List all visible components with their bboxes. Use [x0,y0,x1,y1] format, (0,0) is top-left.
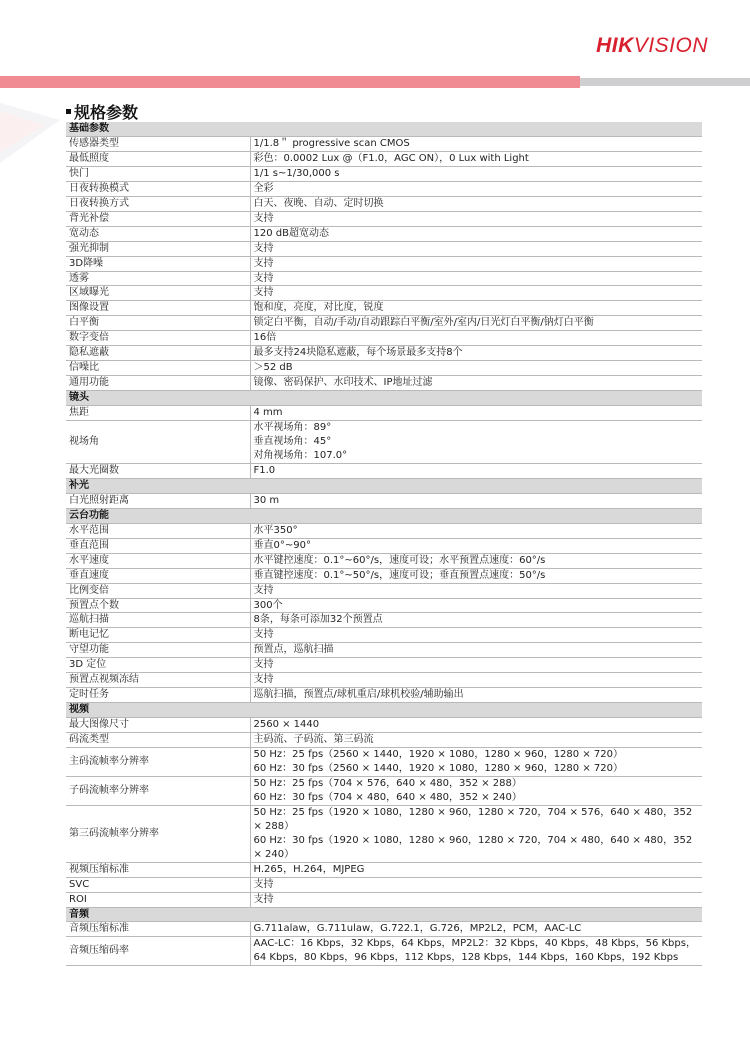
spec-key: 白光照射距离 [66,493,250,508]
spec-value-line: 垂直键控速度：0.1°~50°/s，速度可设；垂直预置点速度：50°/s [253,569,546,581]
spec-key: 比例变倍 [66,583,250,598]
table-row [66,658,702,673]
spec-value-line: 水平350° [253,524,298,536]
spec-value [250,151,702,166]
section-header [66,391,702,406]
table-row [66,523,702,538]
spec-key: 通用功能 [66,376,250,391]
section-header-label: 基础参数 [66,122,702,136]
spec-key: 白平衡 [66,316,250,331]
section-header [66,508,702,523]
spec-key: 日夜转换方式 [66,196,250,211]
spec-key: 信噪比 [66,361,250,376]
spec-key: 视频压缩标准 [66,862,250,877]
section-header [66,703,702,718]
spec-value [250,922,702,937]
spec-key: 垂直范围 [66,538,250,553]
section-header-label: 音频 [66,907,702,922]
spec-key: 背光补偿 [66,211,250,226]
table-row [66,166,702,181]
table-row [66,361,702,376]
spec-value [250,271,702,286]
spec-key: 数字变倍 [66,331,250,346]
spec-value [250,718,702,733]
spec-value-line: 支持 [253,659,274,671]
table-row [66,628,702,643]
spec-value [250,463,702,478]
spec-key: 强光抑制 [66,241,250,256]
table-row [66,568,702,583]
spec-value-line: 支持 [253,584,274,596]
spec-key: 区域曝光 [66,286,250,301]
spec-value [250,226,702,241]
spec-value-line: 对角视场角：107.0° [253,449,348,461]
spec-value [250,598,702,613]
spec-value [250,136,702,151]
spec-value [250,643,702,658]
spec-value [250,286,702,301]
spec-key: ROI [66,892,250,907]
spec-value [250,211,702,226]
section-header-label: 补光 [66,478,702,493]
table-row [66,151,702,166]
table-row [66,316,702,331]
spec-value [250,583,702,598]
table-row [66,598,702,613]
spec-value [250,166,702,181]
spec-value-line: H.265，H.264，MJPEG [253,863,365,875]
table-row [66,226,702,241]
spec-value [250,361,702,376]
table-row [66,493,702,508]
spec-key: 视场角 [66,421,250,464]
table-row [66,376,702,391]
section-header-label: 镜头 [66,391,702,406]
spec-value [250,406,702,421]
spec-key: 水平范围 [66,523,250,538]
spec-key: 最低照度 [66,151,250,166]
spec-value-line: 支持 [253,893,274,905]
spec-value [250,688,702,703]
table-row [66,733,702,748]
logo-vision: VISION [633,34,708,57]
spec-value [250,493,702,508]
spec-value-line: 主码流、子码流、第三码流 [253,734,374,746]
spec-table [66,122,702,966]
spec-value [250,776,702,805]
table-row [66,776,702,805]
table-row [66,538,702,553]
spec-value [250,937,702,966]
title-bullet-icon [66,109,71,114]
spec-value [250,613,702,628]
spec-value [250,568,702,583]
spec-key: 最大图像尺寸 [66,718,250,733]
spec-key: 垂直速度 [66,568,250,583]
table-row [66,463,702,478]
spec-key: 音频压缩标准 [66,922,250,937]
section-header-label: 云台功能 [66,508,702,523]
spec-key: 巡航扫描 [66,613,250,628]
table-row [66,406,702,421]
table-row [66,553,702,568]
spec-value-line: 支持 [253,257,274,269]
table-row [66,643,702,658]
spec-value [250,346,702,361]
table-row [66,256,702,271]
spec-value-line: 水平视场角：89° [253,422,332,434]
table-row [66,346,702,361]
spec-value-line: 锁定白平衡，自动/手动/自动跟踪白平衡/室外/室内/日光灯白平衡/钠灯白平衡 [253,317,594,329]
section-header [66,907,702,922]
spec-value-line: 8条，每条可添加32个预置点 [253,614,383,626]
spec-key: 焦距 [66,406,250,421]
table-row [66,805,702,862]
spec-value [250,628,702,643]
spec-key: 传感器类型 [66,136,250,151]
spec-key: 码流类型 [66,733,250,748]
spec-key: 3D 定位 [66,658,250,673]
table-row [66,271,702,286]
spec-key: 子码流帧率分辨率 [66,776,250,805]
table-row [66,136,702,151]
spec-value [250,241,702,256]
spec-value [250,181,702,196]
spec-value-line: 白天、夜晚、自动、定时切换 [253,197,384,209]
spec-value-line: 60 Hz：30 fps（704 × 480，640 × 480，352 × 240） [253,791,522,803]
spec-key: 预置点视频冻结 [66,673,250,688]
table-row [66,688,702,703]
table-row [66,421,702,464]
table-row [66,181,702,196]
spec-value [250,196,702,211]
hikvision-logo [596,34,708,58]
spec-value-line: 最多支持24块隐私遮蔽，每个场景最多支持8个 [253,347,463,359]
spec-value-line: ＞52 dB [253,362,293,374]
table-row [66,862,702,877]
spec-value-line: 巡航扫描，预置点/球机重启/球机校验/辅助输出 [253,689,464,701]
table-row [66,196,702,211]
table-row [66,877,702,892]
spec-value [250,553,702,568]
table-row [66,331,702,346]
spec-value [250,301,702,316]
section-header [66,122,702,136]
spec-value-line: 50 Hz：25 fps（2560 × 1440，1920 × 1080，1280 × 960，1280 × 720） [253,749,623,761]
spec-key: 音频压缩码率 [66,937,250,966]
spec-key: 断电记忆 [66,628,250,643]
spec-value [250,748,702,777]
spec-value-line: 30 m [253,494,280,506]
spec-value-line: 50 Hz：25 fps（704 × 576，640 × 480，352 × 288） [253,777,522,789]
spec-value [250,673,702,688]
spec-key: 守望功能 [66,643,250,658]
table-row [66,673,702,688]
table-row [66,613,702,628]
spec-value-line: 60 Hz：30 fps（2560 × 1440，1920 × 1080，1280 × 960，1280 × 720） [253,762,623,774]
table-row [66,583,702,598]
spec-key: 隐私遮蔽 [66,346,250,361]
table-row [66,937,702,966]
spec-value-line: 300个 [253,599,283,611]
spec-key: SVC [66,877,250,892]
spec-value [250,376,702,391]
spec-value-line: 16倍 [253,332,277,344]
spec-value [250,658,702,673]
spec-value-line: 支持 [253,674,274,686]
spec-value-line: 垂直0°~90° [253,539,311,551]
spec-value-line: 1/1 s~1/30,000 s [253,167,340,179]
spec-key: 快门 [66,166,250,181]
spec-value-line: 4 mm [253,407,283,419]
section-header-label: 视频 [66,703,702,718]
spec-key: 3D降噪 [66,256,250,271]
spec-key: 宽动态 [66,226,250,241]
table-row [66,748,702,777]
spec-value-line: 2560 × 1440 [253,719,320,731]
spec-value-line: 1/1.8＂ progressive scan CMOS [253,137,410,149]
table-row [66,211,702,226]
spec-value-line: 支持 [253,242,274,254]
spec-value-line: 120 dB超宽动态 [253,227,329,239]
spec-value [250,733,702,748]
table-row [66,241,702,256]
spec-value-line: F1.0 [253,464,276,476]
spec-key: 透雾 [66,271,250,286]
spec-value [250,421,702,464]
page-title-text: 规格参数 [74,103,139,122]
spec-value-line: G.711alaw，G.711ulaw，G.722.1，G.726，MP2L2，PCM，AAC-LC [253,923,582,935]
spec-value [250,523,702,538]
table-row [66,286,702,301]
spec-value-line: 垂直视场角：45° [253,436,332,448]
header-grey-bar [580,78,750,86]
spec-value [250,877,702,892]
spec-value [250,892,702,907]
spec-key: 水平速度 [66,553,250,568]
spec-value-line: 50 Hz：25 fps（1920 × 1080，1280 × 960，1280 × 720，704 × 576，640 × 480，352 × 288） [253,806,693,832]
spec-value-line: 饱和度，亮度，对比度，锐度 [253,302,384,314]
table-row [66,922,702,937]
spec-value-line: 支持 [253,287,274,299]
page-title [66,100,138,123]
spec-value [250,331,702,346]
logo-hik: HIK [596,34,634,57]
spec-key: 日夜转换模式 [66,181,250,196]
spec-key: 图像设置 [66,301,250,316]
spec-value-line: 支持 [253,272,274,284]
spec-value-line: 支持 [253,212,274,224]
spec-value [250,862,702,877]
spec-value-line: 预置点，巡航扫描 [253,644,334,656]
spec-value-line: 支持 [253,629,274,641]
table-row [66,301,702,316]
spec-value-line: AAC-LC：16 Kbps，32 Kbps，64 Kbps，MP2L2：32 Kbps，40 Kbps，48 Kbps，56 Kbps，64 Kbps，80 Kbps，96 Kbps，112 Kbps，128 Kbps，144 Kbps，160 Kbps，192 Kbps [253,938,696,964]
spec-value [250,316,702,331]
spec-value-line: 镜像、密码保护、水印技术、IP地址过滤 [253,377,433,389]
section-header [66,478,702,493]
spec-value-line: 支持 [253,878,274,890]
spec-value-line: 彩色：0.0002 Lux @（F1.0，AGC ON），0 Lux with Light [253,152,529,164]
spec-value-line: 60 Hz：30 fps（1920 × 1080，1280 × 960，1280 × 720，704 × 480，640 × 480，352 × 240） [253,834,693,860]
table-row [66,892,702,907]
spec-key: 定时任务 [66,688,250,703]
watermark-decoration [0,90,70,180]
spec-table-body [66,122,702,966]
spec-value-line: 水平键控速度：0.1°~60°/s，速度可设；水平预置点速度：60°/s [253,554,546,566]
spec-key: 预置点个数 [66,598,250,613]
table-row [66,718,702,733]
spec-value [250,538,702,553]
spec-key: 主码流帧率分辨率 [66,748,250,777]
spec-key: 最大光圈数 [66,463,250,478]
spec-key: 第三码流帧率分辨率 [66,805,250,862]
header-red-bar [0,76,580,88]
spec-value-line: 全彩 [253,182,274,194]
spec-value [250,256,702,271]
spec-value [250,805,702,862]
